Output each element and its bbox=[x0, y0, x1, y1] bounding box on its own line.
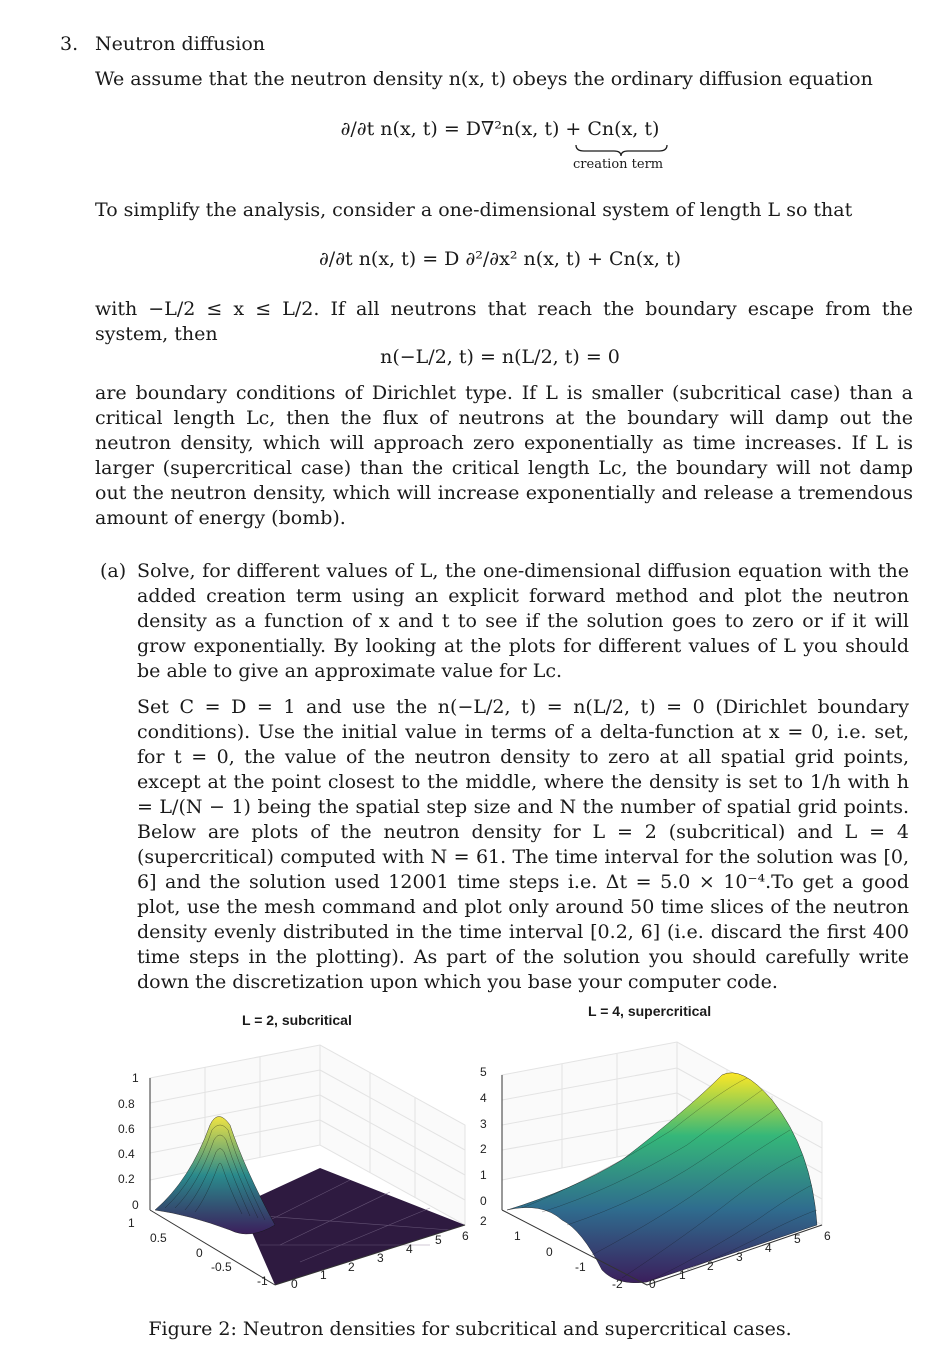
right-x-tick: 2 bbox=[480, 1214, 487, 1228]
right-z-tick: 3 bbox=[480, 1117, 487, 1131]
plot-right-title: L = 4, supercritical bbox=[588, 1003, 712, 1019]
right-z-tick: 1 bbox=[480, 1168, 487, 1182]
right-z-tick: 4 bbox=[480, 1091, 487, 1105]
left-z-tick: 0.6 bbox=[118, 1122, 135, 1136]
equation-diffusion-1d: ∂/∂t n(x, t) = D ∂²/∂x² n(x, t) + Cn(x, t) bbox=[318, 248, 682, 270]
left-z-tick: 0.2 bbox=[118, 1172, 135, 1186]
left-x-tick: 0.5 bbox=[150, 1231, 167, 1245]
left-t-tick: 5 bbox=[435, 1233, 442, 1247]
plot-left-title: L = 2, subcritical bbox=[242, 1012, 352, 1028]
left-t-tick: 4 bbox=[406, 1242, 413, 1256]
left-t-tick: 6 bbox=[462, 1229, 469, 1243]
right-t-tick: 0 bbox=[649, 1277, 656, 1290]
right-t-tick: 2 bbox=[707, 1259, 714, 1273]
left-z-tick: 0 bbox=[132, 1198, 139, 1212]
right-z-tick: 0 bbox=[480, 1194, 487, 1208]
right-x-tick: -2 bbox=[612, 1277, 623, 1290]
paragraph-simplify: To simplify the analysis, consider a one-dimensional system of length L so that bbox=[95, 199, 853, 221]
left-x-tick: -0.5 bbox=[211, 1260, 232, 1274]
right-t-tick: 1 bbox=[679, 1268, 686, 1282]
left-z-tick: 0.8 bbox=[118, 1097, 135, 1111]
left-t-tick: 3 bbox=[377, 1251, 384, 1265]
right-x-tick: 1 bbox=[514, 1229, 521, 1243]
left-z-tick: 1 bbox=[132, 1071, 139, 1085]
brace-label: creation term bbox=[573, 157, 664, 172]
figure-caption: Figure 2: Neutron densities for subcritical and supercritical cases. bbox=[148, 1318, 792, 1340]
right-x-tick: 0 bbox=[546, 1245, 553, 1259]
right-t-tick: 6 bbox=[824, 1229, 831, 1243]
intro-paragraph: We assume that the neutron density n(x, t) obeys the ordinary diffusion equation bbox=[95, 68, 873, 90]
left-t-tick: 0 bbox=[291, 1277, 298, 1290]
right-t-tick: 4 bbox=[765, 1241, 772, 1255]
equation-boundary: n(−L/2, t) = n(L/2, t) = 0 bbox=[380, 346, 620, 368]
left-t-tick: 1 bbox=[320, 1268, 327, 1282]
plot-left bbox=[110, 1030, 480, 1290]
right-z-tick: 5 bbox=[480, 1065, 487, 1079]
left-z-tick: 0.4 bbox=[118, 1147, 135, 1161]
right-z-tick: 2 bbox=[480, 1142, 487, 1156]
equation-diffusion-3d: ∂/∂t n(x, t) = D∇²n(x, t) + Cn(x, t) bbox=[340, 118, 660, 140]
plot-right bbox=[472, 1030, 848, 1290]
right-x-tick: -1 bbox=[575, 1260, 586, 1274]
right-t-tick: 3 bbox=[736, 1250, 743, 1264]
section-number: 3. bbox=[60, 33, 79, 55]
left-t-tick: 2 bbox=[348, 1260, 355, 1274]
paragraph-boundary-conditions: are boundary conditions of Dirichlet type. If L is smaller (subcritical case) than a critical length Lc, then the flux of neutrons at the boundary will damp out the neutron density, which will approach zero exponentially as time increases. If L is larger (supercritical case) than the critical length Lc, the boundary will not damp out the neutron density, which will increase exponentially and release a tremendous amount of energy (bomb). bbox=[95, 382, 913, 529]
left-x-tick: 0 bbox=[196, 1246, 203, 1260]
part-a-paragraph-1: Solve, for different values of L, the one-dimensional diffusion equation with the added creation term using an explicit forward method and plot the neutron density as a function of x and t to see if the solution goes to zero or if it will grow exponentially. By looking at the plots for different values of L you should be able to give an approximate value for Lc. bbox=[137, 560, 909, 682]
part-a-paragraph-2: Set C = D = 1 and use the n(−L/2, t) = n(L/2, t) = 0 (Dirichlet boundary conditions). Use the initial value in terms of a delta-function at x = 0, i.e. set, for t = 0, the value of the neutron density to zero at all spatial grid points, except at the point closest to the middle, where the density is set to 1/h with h = L/(N − 1) being the spatial step size and N the number of spatial grid points. Below are plots of the neutron density for L = 2 (subcritical) and L = 4 (supercritical) computed with N = 61. The time interval for the solution was [0, 6] and the solution used 12001 time steps i.e. Δt = 5.0 × 10⁻⁴.To get a good plot, use the mesh command and plot only around 50 time slices of the neutron density evenly distributed in the time interval [0.2, 6] (i.e. discard the first 400 time steps in the plotting). As part of the solution you should carefully write down the discretization upon which you base your computer code. bbox=[137, 696, 909, 993]
underbrace bbox=[574, 143, 669, 157]
left-x-tick: 1 bbox=[128, 1216, 135, 1230]
part-a-label: (a) bbox=[100, 560, 127, 582]
paragraph-domain: with −L/2 ≤ x ≤ L/2. If all neutrons that reach the boundary escape from the system, then bbox=[95, 298, 913, 345]
section-title: Neutron diffusion bbox=[95, 33, 266, 55]
right-t-tick: 5 bbox=[794, 1232, 801, 1246]
left-x-tick: -1 bbox=[257, 1274, 268, 1288]
